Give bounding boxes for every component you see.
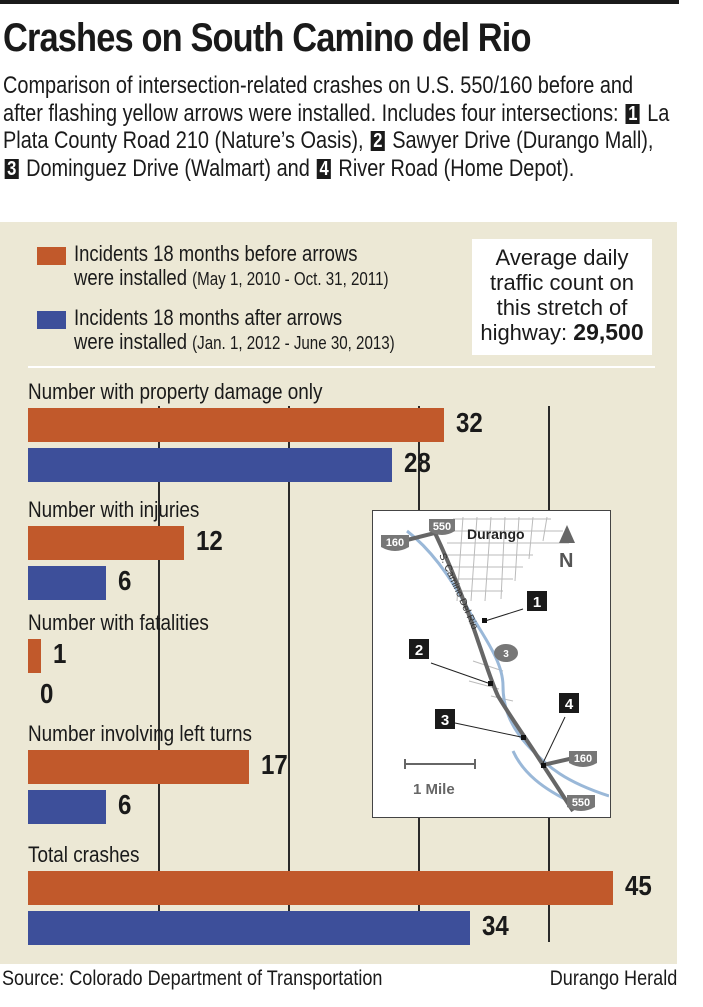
shield-label: 160 [573,753,593,765]
value-label: 1 [53,638,67,669]
credit: Durango Herald [549,967,677,990]
intersection-name: River Road (Home Depot). [332,154,575,182]
intersection-point [541,763,546,768]
north-label: N [559,550,574,572]
legend-range: (Jan. 1, 2012 - June 30, 2013) [192,333,395,353]
map-svg [373,511,609,816]
intersection-name: La Plata County Road 210 (Nature’s Oasis), [3,99,670,154]
value-label: 17 [261,749,288,780]
intersection-name: Sawyer Drive (Durango Mall), [386,127,654,154]
bar-before [28,526,184,560]
traffic-line: this stretch of [496,295,628,320]
value-label: 32 [456,407,483,438]
intersection-point [488,681,493,686]
bar-after [28,790,106,824]
legend-swatch-after [37,311,66,329]
legend-line: Incidents 18 months before arrows [74,241,358,266]
intersection-name: Dominguez Drive (Walmart) and [20,154,316,182]
locator-map [372,510,611,818]
intersection-number: 2 [371,131,385,151]
gridline [158,406,160,942]
legend-line: were installed [74,265,187,290]
bar-before [28,750,249,784]
traffic-line: traffic count on [490,270,634,295]
marker-label: 2 [414,642,424,659]
city-label: Durango [467,526,525,542]
value-label: 12 [196,525,223,556]
shield-label: 550 [432,521,452,533]
value-label: 45 [625,870,652,901]
chart-subtitle [3,72,675,182]
traffic-value: 29,500 [573,319,644,345]
state-highway-shield-icon [494,644,518,662]
shield-label: 550 [571,797,591,809]
legend-line: were installed [74,329,187,354]
bar-before [28,639,41,673]
category-label: Number with property damage only [28,379,323,404]
intersection-marker [527,591,547,611]
marker-leaders [431,609,565,763]
highway-shield-icon [381,535,409,551]
source-note: Source: Colorado Department of Transportation [2,967,383,990]
category-label: Number with injuries [28,497,200,522]
value-label: 0 [40,678,54,709]
subtitle-text: Comparison of intersection-related crashes on U.S. 550/160 before and after flashing yellow arrows were installed. Includes four intersections: [3,72,634,127]
legend-label-after [74,306,395,355]
top-rule [0,0,679,4]
north-arrow-icon [559,525,575,543]
bar-after [28,566,106,600]
highway-shield-icon [567,795,595,811]
legend-swatch-before [37,247,66,265]
road-label: S. Camino Del Rio [436,551,480,632]
legend-divider [28,366,655,368]
value-label: 28 [404,447,431,478]
marker-label: 4 [564,696,574,713]
intersection-number: 1 [626,104,640,124]
value-label: 34 [482,910,509,941]
category-label: Number with fatalities [28,610,209,635]
value-label: 6 [118,789,132,820]
shield-label: 3 [503,649,509,660]
marker-label: 1 [532,594,542,611]
intersection-number: 4 [317,159,331,179]
bar-after [28,911,470,945]
intersection-point [482,618,487,623]
intersection-marker [409,639,429,659]
traffic-line: Average daily [495,245,629,270]
legend-range: (May 1, 2010 - Oct. 31, 2011) [192,269,389,289]
value-label: 6 [118,565,132,596]
category-label: Total crashes [28,842,140,867]
traffic-line: highway: [480,320,568,345]
legend-label-before [74,242,389,291]
gridline [288,406,290,942]
marker-label: 3 [440,712,450,729]
highway-shield-icon [569,751,597,767]
traffic-text [472,245,652,345]
bar-before [28,408,444,442]
chart-title: Crashes on South Camino del Rio [3,16,531,60]
bar-before [28,871,613,905]
legend-line: Incidents 18 months after arrows [74,305,343,330]
shield-label: 160 [385,537,405,549]
traffic-count-box [472,239,652,355]
intersection-point [521,735,526,740]
bar-after [28,448,392,482]
intersection-number: 3 [5,159,19,179]
intersection-marker [559,693,579,713]
category-label: Number involving left turns [28,721,252,746]
scale-label: 1 Mile [413,781,455,798]
intersection-marker [435,709,455,729]
scale-bar [405,759,475,769]
highway-shield-icon [429,519,455,535]
